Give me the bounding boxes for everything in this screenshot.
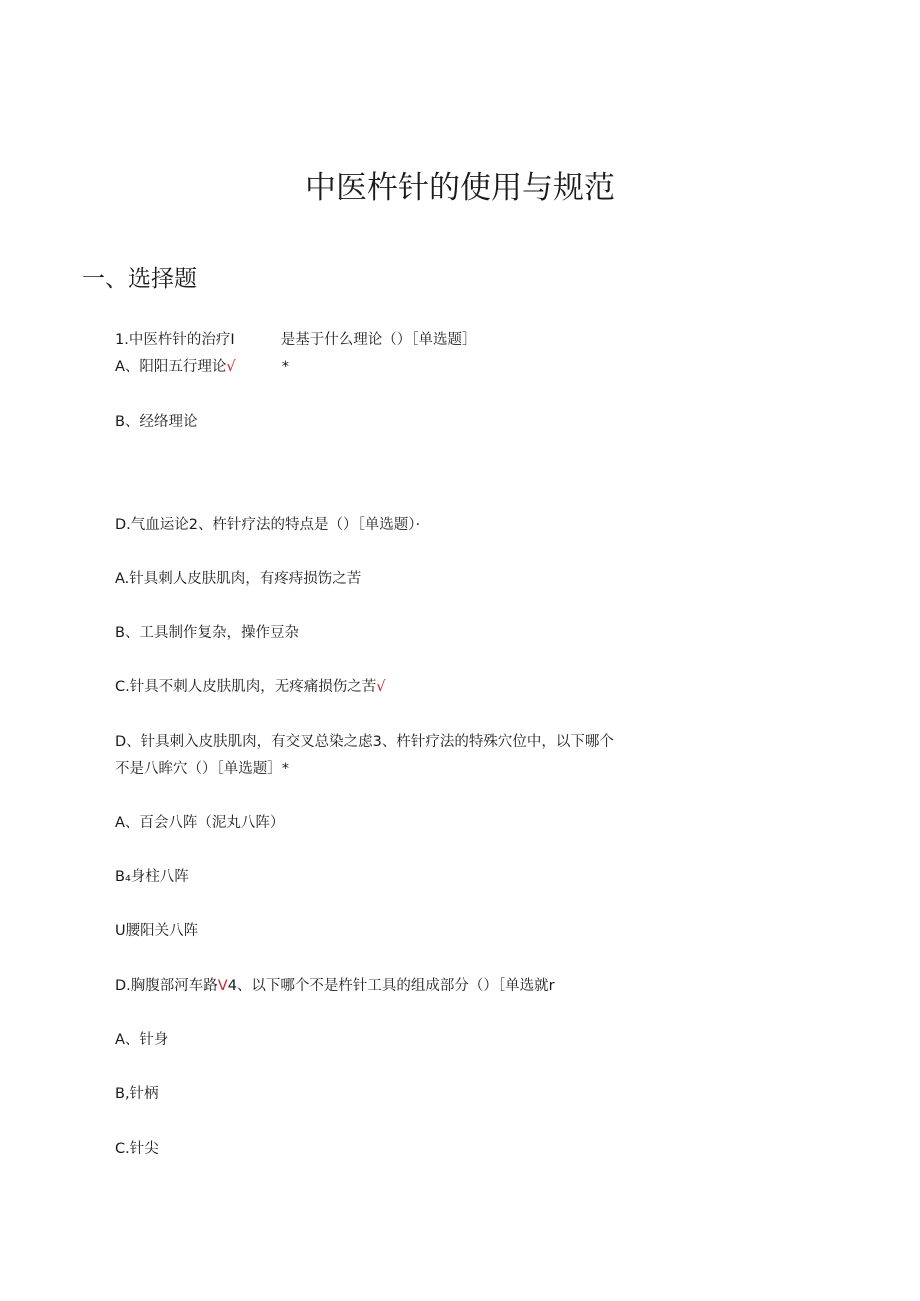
question-4-option-b: B,针柄: [115, 1086, 159, 1102]
option-text: C.针具不刺人皮肤肌肉，无疼痛损伤之苦: [115, 679, 377, 695]
question-3-stem-continued: 不是八眸穴（）［单选题］*: [115, 761, 289, 777]
question-3-option-c: U腰阳关八阵: [115, 923, 199, 939]
question-1-option-d-question-2-stem: D.气血运论2、杵针疗法的特点是（）［单选题）·: [115, 517, 421, 533]
option-text: D.胸腹部河车路: [115, 978, 218, 994]
question-3-option-b: B₄身柱八阵: [115, 869, 189, 885]
question-4-option-a: A、针身: [115, 1032, 169, 1048]
correct-answer-check-icon: √: [226, 359, 236, 375]
section-heading: 一、选择题: [82, 266, 197, 292]
question-1-option-b: B、经络理论: [115, 414, 198, 430]
question-4-stem: 4、以下哪个不是杵针工具的组成部分（）［单选就r: [227, 978, 555, 994]
question-3-option-a: A、百会八阵（泥丸八阵）: [115, 815, 285, 831]
required-star: *: [235, 359, 290, 375]
question-1-option-a: [115, 356, 289, 378]
question-3-option-d-question-4-stem: [115, 975, 555, 997]
question-1-stem: 1.中医杵针的治疗I 是基于什么理论（）［单选题］: [115, 332, 477, 348]
option-text: A、阳阳五行理论: [115, 359, 227, 375]
question-2-option-d-question-3-stem: D、针具刺入皮肤肌肉，有交叉总染之虑3、杵针疗法的特殊穴位中，以下哪个: [115, 734, 614, 750]
question-2-option-a: A.针具刺人皮肤肌肉，有疼痔损饬之苦: [115, 571, 362, 587]
question-2-option-c: [115, 676, 385, 698]
correct-answer-check-icon: √: [376, 679, 386, 695]
document-title: 中医杵针的使用与规范: [305, 170, 615, 206]
question-4-option-c: C.针尖: [115, 1141, 159, 1157]
correct-answer-check-icon: V: [217, 978, 228, 994]
question-2-option-b: B、工具制作复杂，操作豆杂: [115, 625, 299, 641]
